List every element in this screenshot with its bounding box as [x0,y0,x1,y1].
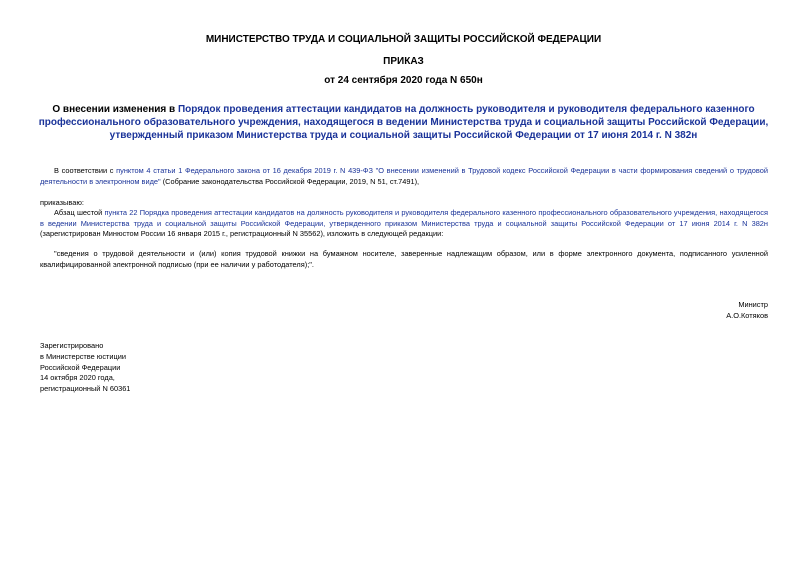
signature-name: А.О.Котяков [726,311,768,320]
body-procedure-link[interactable]: пункта 22 Порядка проведения аттестации кандидатов на должность руководителя и руководителя федерального казенного профессионального образовательного учреждения, находящегося в ведении Министерства труда и социальной защиты Российской Федерации, утвержденного приказом Министерства труда и социальной защиты Российской Федерации от 17 июня 2014 г. N 382н [40,208,768,228]
ministry-heading: МИНИСТЕРСТВО ТРУДА И СОЦИАЛЬНОЙ ЗАЩИТЫ РОССИЙСКОЙ ФЕДЕРАЦИИ [205,34,602,45]
document-title [30,103,777,142]
body-paragraph [40,208,768,240]
title-prefix: О внесении изменения в [52,104,178,115]
order-word: приказываю: [40,198,84,207]
quote-paragraph: "сведения о трудовой деятельности и (или) копия трудовой книжки на бумажном носителе, заверенные надлежащим образом, или в форме электронного документа, подписанного усиленной квалифицированной электронной подписью (при ее наличии у работодателя);". [40,249,768,269]
preamble-law-link[interactable]: пунктом 4 статьи 1 Федерального закона от 16 декабря 2019 г. N 439-ФЗ "О внесении изменений в Трудовой кодекс Российской Федерации в части формирования сведений о трудовой деятельности в электронном виде" [40,166,769,186]
registration-line-3: Российской Федерации [40,363,121,372]
preamble-start: В соответствии с [54,166,117,175]
registration-line-2: в Министерстве юстиции [40,352,127,361]
registration-line-5: регистрационный N 60361 [40,384,131,393]
preamble-paragraph [40,166,768,187]
body-start: Абзац шестой [54,208,105,217]
body-end: (зарегистрирован Минюстом России 16 января 2015 г., регистрационный N 35562), изложить в следующей редакции: [40,229,444,238]
date-number: от 24 сентября 2020 года N 650н [324,75,483,86]
registration-line-4: 14 октября 2020 года, [40,373,115,382]
registration-line-1: Зарегистрировано [40,341,104,350]
preamble-end: (Собрание законодательства Российской Федерации, 2019, N 51, ст.7491), [160,176,420,186]
title-link[interactable]: Порядок проведения аттестации кандидатов на должность руководителя и руководителя федерального казенного профессионального образовательного учреждения, находящегося в ведении Министерства труда и социальной защиты Российской Федерации, утвержденный приказом Министерства труда и социальной защиты Российской Федерации от 17 июня 2014 г. N 382н [38,104,769,141]
signature-position: Министр [738,300,768,309]
doc-type-heading: ПРИКАЗ [383,56,424,67]
